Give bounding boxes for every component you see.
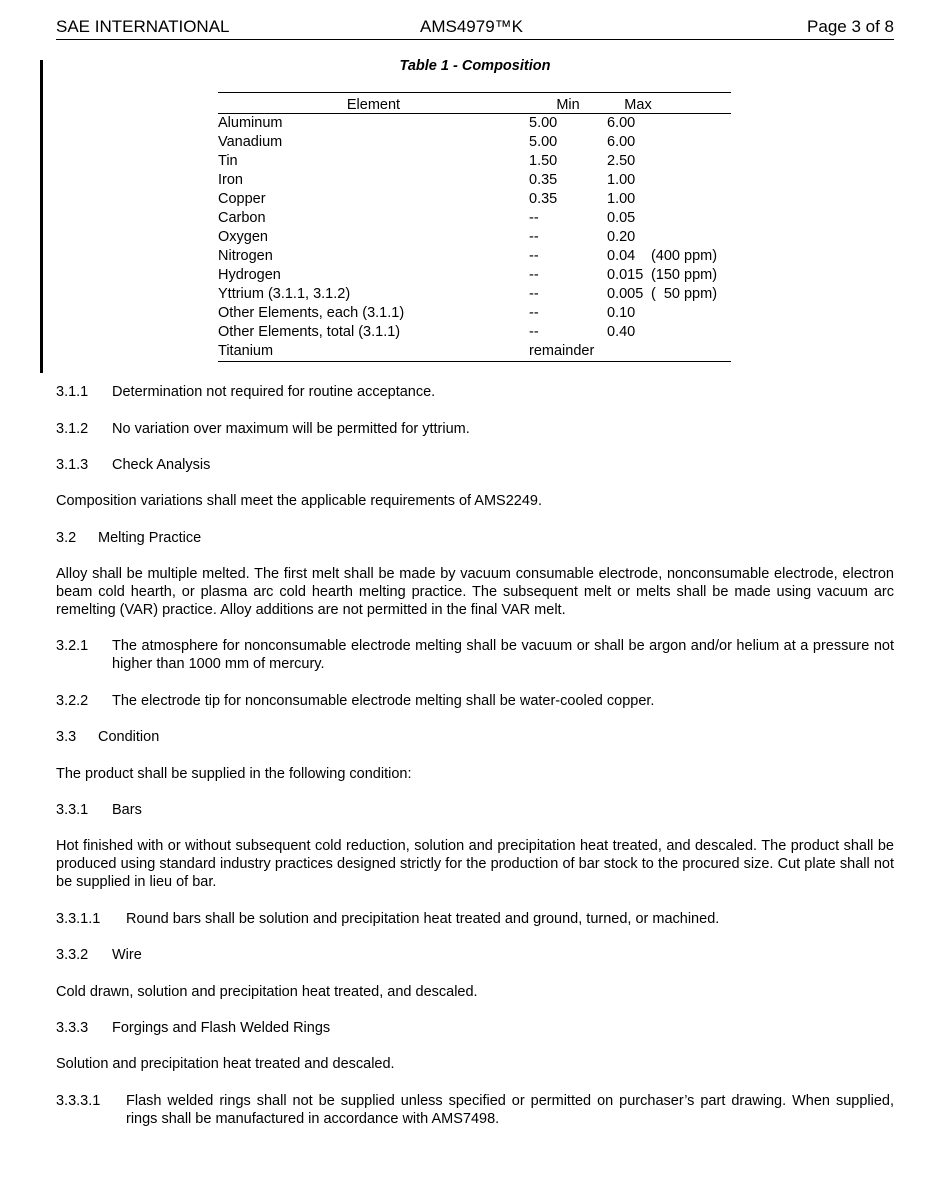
section-3-3-1-1 bbox=[56, 910, 894, 928]
cell-element: Aluminum bbox=[218, 115, 283, 131]
section-3-3-3 bbox=[56, 1019, 894, 1037]
cell-ppm: (400 ppm) bbox=[650, 248, 718, 264]
cell-max: 0.40 bbox=[607, 324, 636, 340]
section-3-1-1 bbox=[56, 383, 894, 401]
header-min: Min bbox=[529, 93, 607, 114]
table-row bbox=[218, 285, 731, 304]
cell-min: -- bbox=[529, 210, 539, 226]
cell-min: 1.50 bbox=[529, 153, 558, 169]
cell-min: -- bbox=[529, 248, 539, 264]
cell-max: 1.00 bbox=[607, 172, 636, 188]
section-title: Melting Practice bbox=[98, 530, 202, 546]
section-number: 3.2 bbox=[56, 530, 77, 546]
cell-ppm: (150 ppm) bbox=[650, 267, 718, 283]
cell-max: 0.005 bbox=[607, 286, 644, 302]
section-title: Round bars shall be solution and precipitation heat treated and ground, turned, or machined. bbox=[126, 911, 720, 927]
header-doc-id: AMS4979™K bbox=[420, 17, 523, 36]
section-number: 3.1.3 bbox=[56, 457, 89, 473]
para-3-3-1: Hot finished with or without subsequent cold reduction, solution and precipitation heat treated, and descaled. The product shall be produced using standard industry practices designed strictly for the production of bar stock to the procured size. Cut plate shall not be supplied in lieu of bar. bbox=[56, 838, 894, 890]
cell-element: Copper bbox=[218, 191, 266, 207]
cell-ppm bbox=[651, 114, 731, 134]
cell-element: Other Elements, each (3.1.1) bbox=[218, 305, 405, 321]
section-3-2-1 bbox=[56, 637, 894, 673]
section-number: 3.3.1.1 bbox=[56, 911, 101, 927]
header-page-number: Page 3 of 8 bbox=[807, 17, 894, 36]
section-3-3-1 bbox=[56, 801, 894, 819]
cell-max: 0.05 bbox=[607, 210, 636, 226]
table-row bbox=[218, 342, 731, 362]
table-row bbox=[218, 209, 731, 228]
cell-max: 6.00 bbox=[607, 115, 636, 131]
cell-ppm bbox=[651, 228, 731, 247]
section-3-1-3 bbox=[56, 456, 894, 474]
section-number: 3.2.1 bbox=[56, 638, 89, 654]
cell-element: Carbon bbox=[218, 210, 266, 226]
cell-min: 5.00 bbox=[529, 134, 558, 150]
section-3-3 bbox=[56, 728, 894, 746]
table-row bbox=[218, 323, 731, 342]
cell-min: -- bbox=[529, 305, 539, 321]
para-3-1-3: Composition variations shall meet the applicable requirements of AMS2249. bbox=[56, 493, 543, 509]
cell-ppm bbox=[651, 133, 731, 152]
table-title: Table 1 - Composition bbox=[399, 58, 551, 74]
cell-max: 2.50 bbox=[607, 153, 636, 169]
composition-table bbox=[218, 92, 731, 362]
header-max: Max bbox=[607, 93, 731, 114]
table-row bbox=[218, 133, 731, 152]
revision-change-bar bbox=[40, 60, 43, 373]
cell-max: 0.10 bbox=[607, 305, 636, 321]
section-number: 3.1.2 bbox=[56, 421, 89, 437]
table-row bbox=[218, 228, 731, 247]
section-title: Wire bbox=[112, 947, 142, 963]
table-row bbox=[218, 152, 731, 171]
cell-min: remainder bbox=[529, 342, 607, 362]
cell-min: 0.35 bbox=[529, 191, 558, 207]
section-3-3-2 bbox=[56, 946, 894, 964]
section-title: Forgings and Flash Welded Rings bbox=[112, 1020, 331, 1036]
cell-min: 5.00 bbox=[529, 115, 558, 131]
cell-max: 0.04 bbox=[607, 248, 636, 264]
table-row bbox=[218, 171, 731, 190]
cell-ppm: ( 50 ppm) bbox=[650, 286, 718, 302]
section-3-3-3-1 bbox=[56, 1092, 894, 1128]
cell-element: Yttrium (3.1.1, 3.1.2) bbox=[218, 286, 351, 302]
cell-max: 0.015 bbox=[607, 267, 644, 283]
cell-ppm bbox=[651, 342, 731, 362]
cell-min: -- bbox=[529, 286, 539, 302]
cell-ppm bbox=[651, 304, 731, 323]
section-3-2-2 bbox=[56, 692, 894, 710]
cell-element: Titanium bbox=[218, 342, 529, 362]
section-number: 3.3 bbox=[56, 729, 77, 745]
section-3-2 bbox=[56, 529, 894, 547]
cell-ppm bbox=[651, 190, 731, 209]
header-org: SAE INTERNATIONAL bbox=[56, 17, 230, 36]
cell-ppm bbox=[651, 323, 731, 342]
cell-max: 1.00 bbox=[607, 191, 636, 207]
section-number: 3.3.1 bbox=[56, 802, 89, 818]
table-row bbox=[218, 114, 731, 134]
cell-ppm bbox=[651, 209, 731, 228]
table-row bbox=[218, 247, 731, 266]
section-title: Check Analysis bbox=[112, 457, 211, 473]
para-3-3-3: Solution and precipitation heat treated and descaled. bbox=[56, 1056, 395, 1072]
section-body: Flash welded rings shall not be supplied unless specified or permitted on purchaser’s part drawing. When supplied, rings shall be manufactured in accordance with AMS7498. bbox=[126, 1093, 894, 1127]
cell-min: 0.35 bbox=[529, 172, 558, 188]
section-number: 3.1.1 bbox=[56, 384, 89, 400]
cell-element: Hydrogen bbox=[218, 267, 281, 283]
section-number: 3.2.2 bbox=[56, 693, 89, 709]
cell-max bbox=[607, 342, 651, 362]
page-header bbox=[56, 17, 894, 40]
section-title: The electrode tip for nonconsumable electrode melting shall be water-cooled copper. bbox=[112, 693, 655, 709]
para-3-3: The product shall be supplied in the following condition: bbox=[56, 766, 412, 782]
section-number: 3.3.3 bbox=[56, 1020, 89, 1036]
cell-ppm bbox=[651, 152, 731, 171]
table-header-row bbox=[218, 93, 731, 114]
section-3-1-2 bbox=[56, 420, 894, 438]
cell-min: -- bbox=[529, 267, 539, 283]
cell-min: -- bbox=[529, 229, 539, 245]
section-title: Condition bbox=[98, 729, 160, 745]
cell-element: Iron bbox=[218, 172, 243, 188]
table-row bbox=[218, 304, 731, 323]
section-title: Bars bbox=[112, 802, 142, 818]
para-3-3-2: Cold drawn, solution and precipitation heat treated, and descaled. bbox=[56, 984, 478, 1000]
cell-element: Oxygen bbox=[218, 229, 268, 245]
section-number: 3.3.3.1 bbox=[56, 1093, 101, 1109]
para-3-2: Alloy shall be multiple melted. The first melt shall be made by vacuum consumable electrode, nonconsumable electrode, electron beam cold hearth, or plasma arc cold hearth melting practice. The subsequent melt or melts shall be made using vacuum arc remelting (VAR) practice. Alloy additions are not permitted in the final VAR melt. bbox=[56, 566, 894, 618]
cell-min: -- bbox=[529, 324, 539, 340]
cell-ppm bbox=[651, 171, 731, 190]
cell-element: Tin bbox=[218, 153, 238, 169]
cell-max: 6.00 bbox=[607, 134, 636, 150]
section-body: The atmosphere for nonconsumable electrode melting shall be vacuum or shall be argon and/or helium at a pressure not higher than 1000 mm of mercury. bbox=[112, 638, 894, 672]
section-title: Determination not required for routine acceptance. bbox=[112, 384, 436, 400]
header-element: Element bbox=[218, 93, 529, 114]
table-row bbox=[218, 190, 731, 209]
section-title: No variation over maximum will be permitted for yttrium. bbox=[112, 421, 470, 437]
section-number: 3.3.2 bbox=[56, 947, 89, 963]
cell-element: Nitrogen bbox=[218, 248, 273, 264]
cell-element: Other Elements, total (3.1.1) bbox=[218, 324, 401, 340]
table-row bbox=[218, 266, 731, 285]
cell-element: Vanadium bbox=[218, 134, 283, 150]
cell-max: 0.20 bbox=[607, 229, 636, 245]
